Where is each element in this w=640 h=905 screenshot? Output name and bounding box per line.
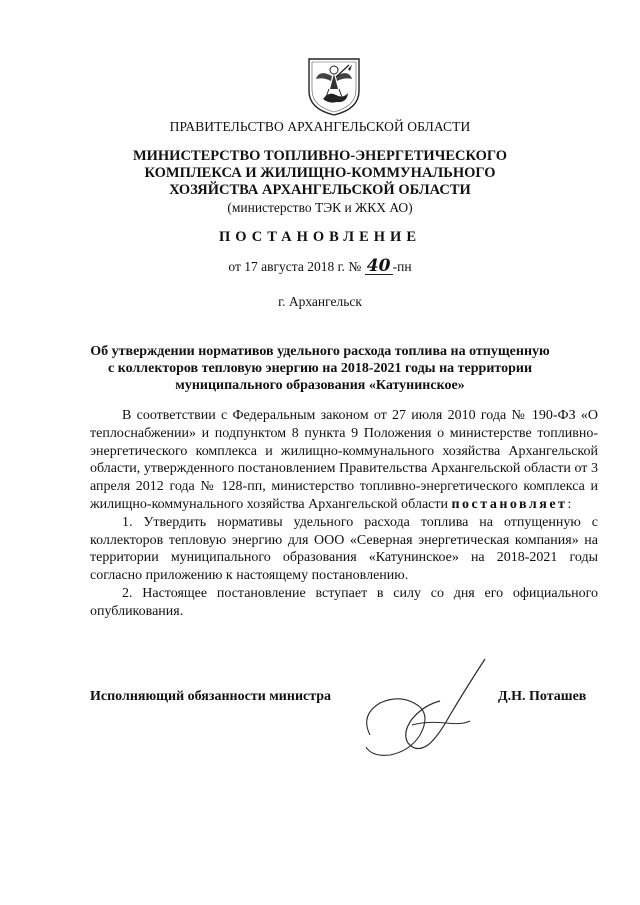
- subject-line: Об утверждении нормативов удельного расхода топлива на отпущенную: [90, 344, 550, 359]
- ministry-line: МИНИСТЕРСТВО ТОПЛИВНО-ЭНЕРГЕТИЧЕСКОГО: [132, 148, 508, 164]
- decree-number-suffix: -пн: [392, 259, 412, 274]
- ministry-line: ХОЗЯЙСТВА АРХАНГЕЛЬСКОЙ ОБЛАСТИ: [169, 182, 471, 198]
- subject-line: муниципального образования «Катунинское»: [175, 378, 465, 393]
- ministry-line: КОМПЛЕКСА И ЖИЛИЩНО-КОММУНАЛЬНОГО: [144, 165, 496, 181]
- paragraph-1: 1. Утвердить нормативы удельного расхода топлива на отпущенную с коллекторов тепловую энергию для ООО «Северная энергетическая компания» на территории муниципального образования «Катунинское» на 2018-2021 годы согласно приложению к настоящему постановлению.: [90, 514, 598, 584]
- subject-line: с коллекторов тепловую энергию на 2018-2021 годы на территории: [107, 361, 533, 376]
- ministry-name: [0, 148, 640, 216]
- resolves-word: постановляет: [451, 496, 568, 512]
- decree-body: [90, 407, 598, 621]
- paragraph-2: 2. Настоящее постановление вступает в силу со дня его официального опубликования.: [90, 585, 598, 619]
- government-name: ПРАВИТЕЛЬСТВО АРХАНГЕЛЬСКОЙ ОБЛАСТИ: [169, 119, 471, 134]
- preamble-text: В соответствии с Федеральным законом от 27 июля 2010 года № 190-ФЗ «О теплоснабжении» и подпунктом 8 пункта 9 Положения о министерстве топливно-энергетического комплекса и жилищно-коммунального хозяйства Архангельской области, утвержденного постановлением Правительства Архангельской области от 3 апреля 2012 года № 128-пп, министерство топливно-энергетического комплекса и жилищно-коммунального хозяйства Архангельской области: [90, 408, 598, 512]
- city: г. Архангельск: [278, 294, 362, 309]
- decree-number: 40: [365, 259, 393, 275]
- signatory-name: Д.Н. Поташев: [498, 689, 587, 704]
- ministry-short-name: (министерство ТЭК и ЖКХ АО): [227, 200, 413, 215]
- decree-date-number: [0, 256, 640, 276]
- signatory-title: Исполняющий обязанности министра: [90, 689, 332, 704]
- decree-subject: [0, 343, 640, 394]
- arkhangelsk-coat-of-arms-icon: [303, 55, 365, 117]
- handwritten-signature: [350, 655, 500, 765]
- preamble-paragraph: В соответствии с Федеральным законом от 27 июля 2010 года № 190-ФЗ «О теплоснабжении» и подпунктом 8 пункта 9 Положения о министерстве топливно-энергетического комплекса и жилищно-коммунального хозяйства Архангельской области, утвержденного постановлением Правительства Архангельской области от 3 апреля 2012 года № 128-пп, министерство топливно-энергетического комплекса и жилищно-коммунального хозяйства Архангельской области постановляет:: [90, 408, 598, 512]
- document-type: ПОСТАНОВЛЕНИЕ: [218, 229, 421, 245]
- decree-date: от 17 августа 2018 г. №: [228, 259, 362, 274]
